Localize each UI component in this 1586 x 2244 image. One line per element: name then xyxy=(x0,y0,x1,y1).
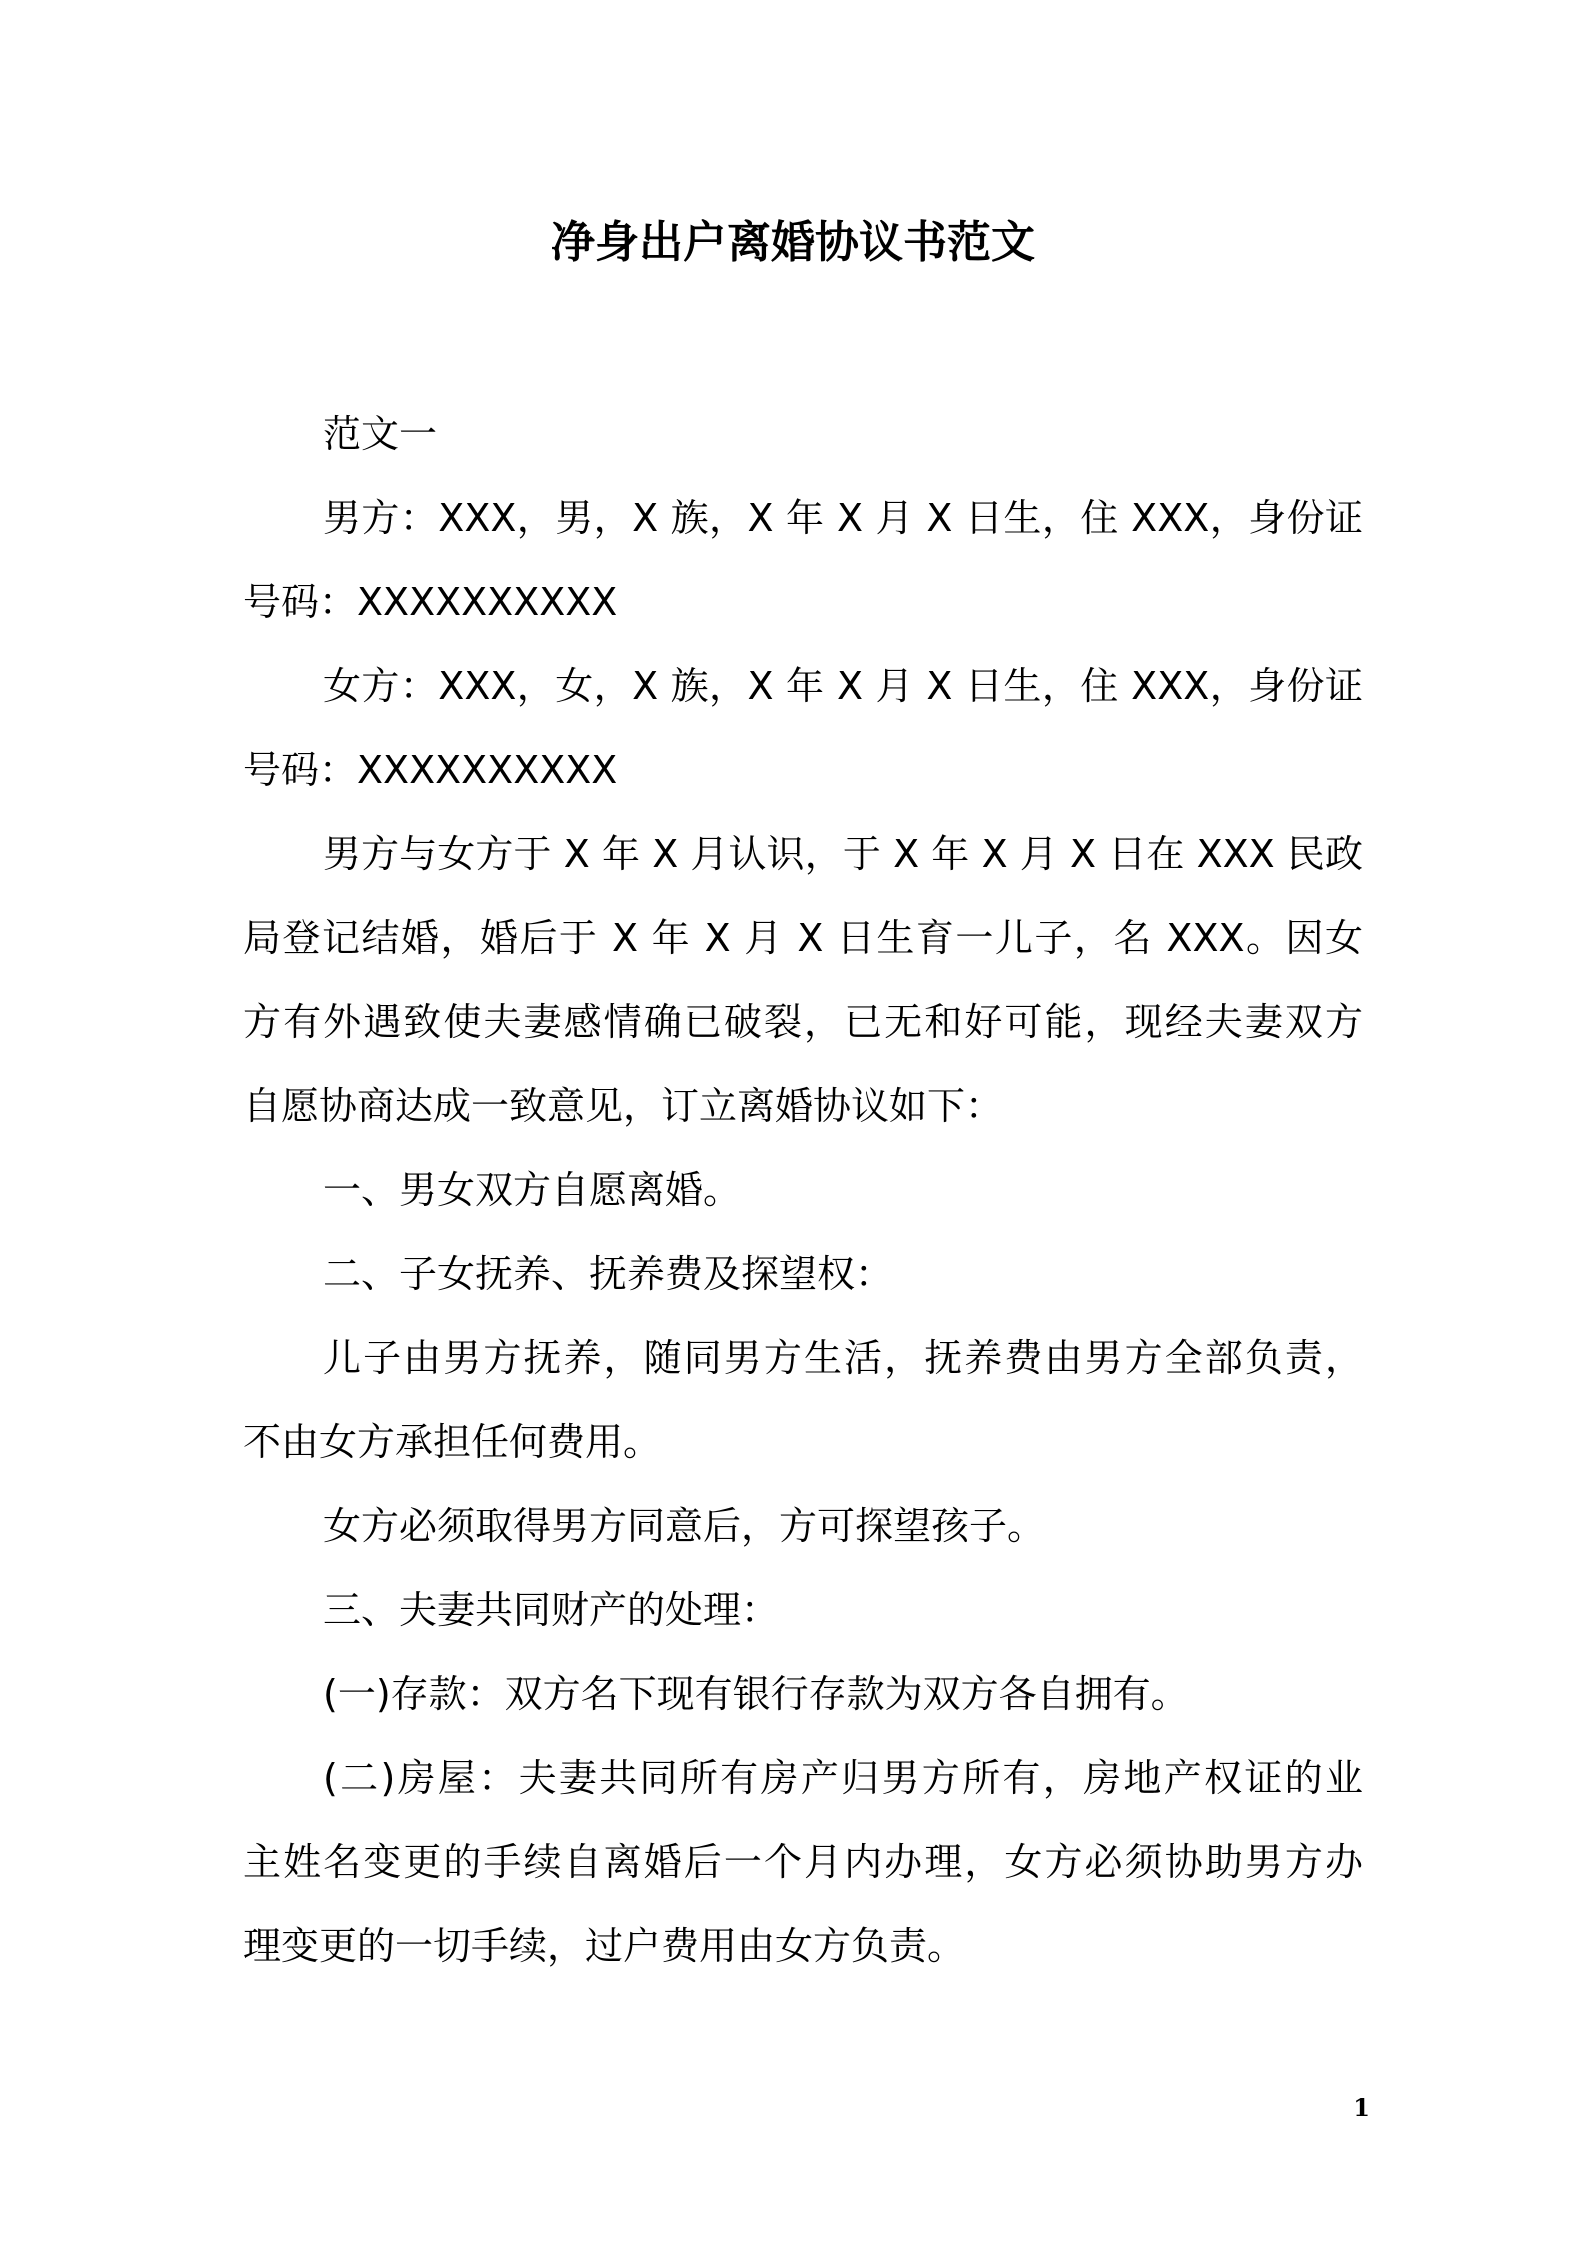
body-line: 不由女方承担任何费用。 xyxy=(243,1420,662,1464)
body-line: 范文一 xyxy=(323,412,438,456)
body-line: 二、子女抚养、抚养费及探望权： xyxy=(323,1252,894,1296)
body-line: 女方必须取得男方同意后，方可探望孩子。 xyxy=(323,1504,1046,1548)
body-line: 儿子由男方抚养，随同男方生活，抚养费由男方全部负责， xyxy=(323,1336,1363,1380)
body-line: 方有外遇致使夫妻感情确已破裂，已无和好可能，现经夫妻双方 xyxy=(243,1000,1363,1044)
body-line: 自愿协商达成一致意见，订立离婚协议如下： xyxy=(243,1084,1004,1128)
body-line: 男方：XXX，男，X 族，X 年 X 月 X 日生，住 XXX，身份证 xyxy=(323,496,1363,540)
document-title: 净身出户离婚协议书范文 xyxy=(551,217,1035,268)
body-line: 局登记结婚，婚后于 X 年 X 月 X 日生育一儿子，名 XXX。因女 xyxy=(243,916,1363,960)
body-line: 三、夫妻共同财产的处理： xyxy=(323,1588,780,1632)
body-line: 号码：XXXXXXXXXX xyxy=(243,748,618,792)
page-number: 1 xyxy=(1353,2093,1370,2122)
body-line: 理变更的一切手续，过户费用由女方负责。 xyxy=(243,1924,966,1968)
body-line: 女方：XXX，女，X 族，X 年 X 月 X 日生，住 XXX，身份证 xyxy=(323,664,1363,708)
body-line: 一、男女双方自愿离婚。 xyxy=(323,1168,742,1212)
body-line: (一)存款：双方名下现有银行存款为双方各自拥有。 xyxy=(323,1672,1189,1716)
body-line: 号码：XXXXXXXXXX xyxy=(243,580,618,624)
body-line: (二)房屋：夫妻共同所有房产归男方所有，房地产权证的业 xyxy=(323,1756,1363,1800)
body-line: 主姓名变更的手续自离婚后一个月内办理，女方必须协助男方办 xyxy=(243,1840,1363,1884)
body-line: 男方与女方于 X 年 X 月认识，于 X 年 X 月 X 日在 XXX 民政 xyxy=(323,832,1363,876)
